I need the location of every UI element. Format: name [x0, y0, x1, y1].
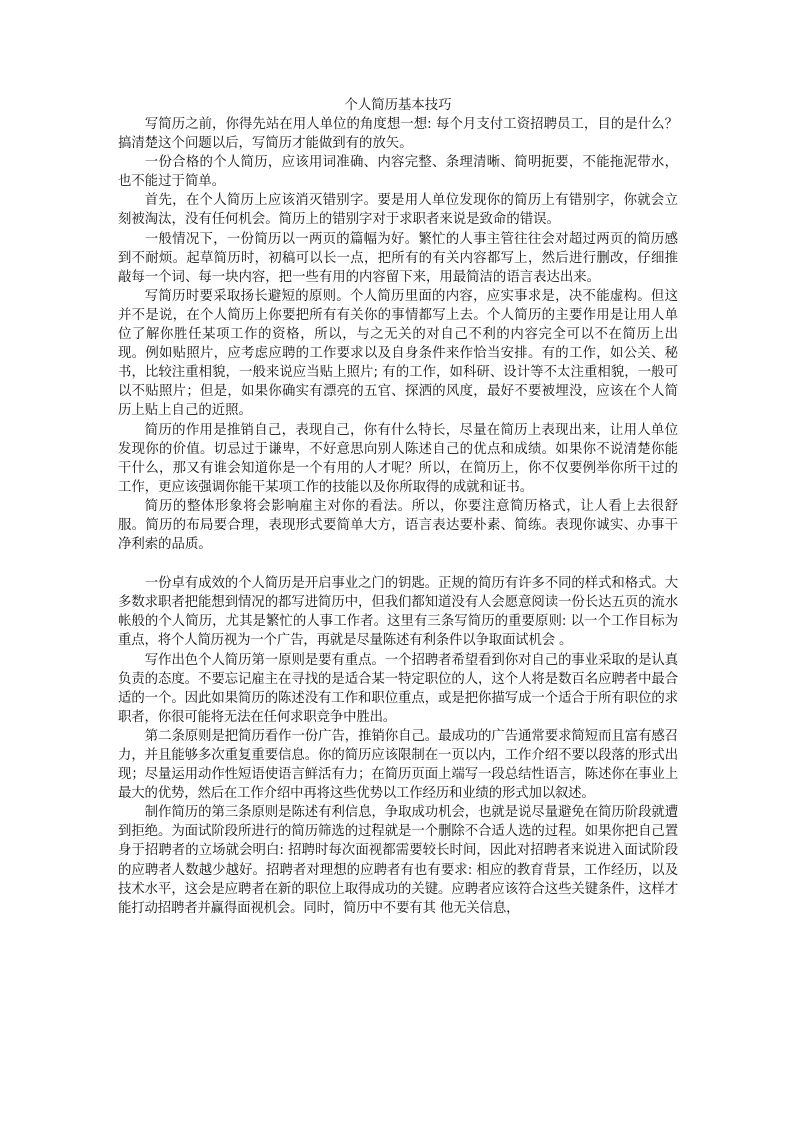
paragraph: 首先，在个人简历上应该消灭错别字。要是用人单位发现你的简历上有错别字，你就会立刻被淘汰，没有任何机会。简历上的错别字对于求职者来说是致命的错误。	[118, 193, 678, 228]
paragraph: 一份卓有成效的个人简历是开启事业之门的钥匙。正规的简历有许多不同的样式和格式。大多数求职者把能想到情况的都写进简历中，但我们都知道没有人会愿意阅读一份长达五页的流水帐般的个人简历，尤其是繁忙的人事工作者。这里有三条写简历的重要原则: 以一个工作目标为重点，将个人简历视为一个广告，再就是尽量陈述有利条件以争取面试机会 。	[118, 576, 678, 649]
paragraph: 写简历之前，你得先站在用人单位的角度想一想: 每个月支付工资招聘员工，目的是什么？搞清楚这个问题以后，写简历才能做到有的放矢。	[118, 117, 678, 152]
document-page	[118, 96, 678, 918]
paragraph: 写简历时要采取扬长避短的原则。个人简历里面的内容，应实事求是，决不能虚构。但这并不是说，在个人简历上你要把所有有关你的事情都写上去。个人简历的主要作用是让用人单位了解你胜任某项工作的资格，所以，与之无关的对自己不利的内容完全可以不在简历上出现。例如贴照片，应考虑应聘的工作要求以及自身条件来作恰当安排。有的工作，如公关、秘书，比较注重相貌，一般来说应当贴上照片; 有的工作，如科研、设计等不太注重相貌，一般可以不贴照片；但是，如果你确实有漂亮的五官、探洒的风度，最好不要被埋没，应该在个人简历上贴上自己的近照。	[118, 288, 678, 419]
paragraph: 第二条原则是把简历看作一份广告，推销你自己。最成功的广告通常要求简短而且富有感召力，并且能够多次重复重要信息。你的简历应该限制在一页以内，工作介绍不要以段落的形式出现；尽量运用动作性短语使语言鲜活有力；在简历页面上端写一段总结性语言，陈述你在事业上最大的优势，然后在工作介绍中再将这些优势以工作经历和业绩的形式加以叙述。	[118, 728, 678, 802]
paragraph: 简历的整体形象将会影响雇主对你的看法。所以，你要注意简历格式，让人看上去很舒服。简历的布局要合理，表现形式要简单大方，语言表达要朴素、简练。表现你诚实、办事干净利索的品质。	[118, 498, 678, 553]
paragraph: 一份合格的个人简历，应该用词准确、内容完整、条理清晰、简明扼要，不能拖泥带水，也不能过于简单。	[118, 155, 678, 190]
paragraph: 简历的作用是推销自己，表现自己，你有什么特长，尽量在简历上表现出来，让用人单位发现你的价值。切忌过于谦卑，不好意思向别人陈述自己的优点和成绩。如果你不说清楚你能干什么，那又有谁会知道你是一个有用的人才呢？所以，在简历上，你不仅要例举你所干过的工作，更应该强调你能干某项工作的技能以及你所取得的成就和证书。	[118, 422, 678, 495]
paragraph: 一般情况下，一份简历以一两页的篇幅为好。繁忙的人事主管往往会对超过两页的简历感到不耐烦。起草简历时，初稿可以长一点，把所有的有关内容都写上，然后进行删改，仔细推敲每一个词、每一块内容，把一些有用的内容留下来，用最简洁的语言表达出来。	[118, 231, 678, 285]
section-three-principles	[118, 574, 678, 918]
section-basic-tips	[118, 115, 678, 554]
paragraph: 写作出色个人简历第一原则是要有重点。一个招聘者希望看到你对自己的事业采取的是认真负责的态度。不要忘记雇主在寻找的是适合某一特定职位的人，这个人将是数百名应聘者中最合适的一个。因此如果简历的陈述没有工作和职位重点，或是把你描写成一个适合于所有职位的求职者，你很可能将无法在任何求职竞争中胜出。	[118, 652, 678, 725]
paragraph: 制作简历的第三条原则是陈述有利信息，争取成功机会，也就是说尽量避免在简历阶段就遭到拒绝。为面试阶段所进行的简历筛选的过程就是一个删除不合适人选的过程。如果你把自己置身于招聘者的立场就会明白: 招聘时每次面视都需要较长时间，因此对招聘者来说进入面试阶段的应聘者人数越少越好。招聘者对理想的应聘者有也有要求: 相应的教育背景，工作经历，以及技术水平，这会是应聘者在新的职位上取得成功的关键。应聘者应该符合这些关键条件，这样才能打动招聘者并赢得面视机会。同时，简历中不要有其 他无关信息，	[118, 805, 678, 916]
document-title: 个人简历基本技巧	[344, 98, 452, 113]
section-spacer	[118, 554, 678, 574]
